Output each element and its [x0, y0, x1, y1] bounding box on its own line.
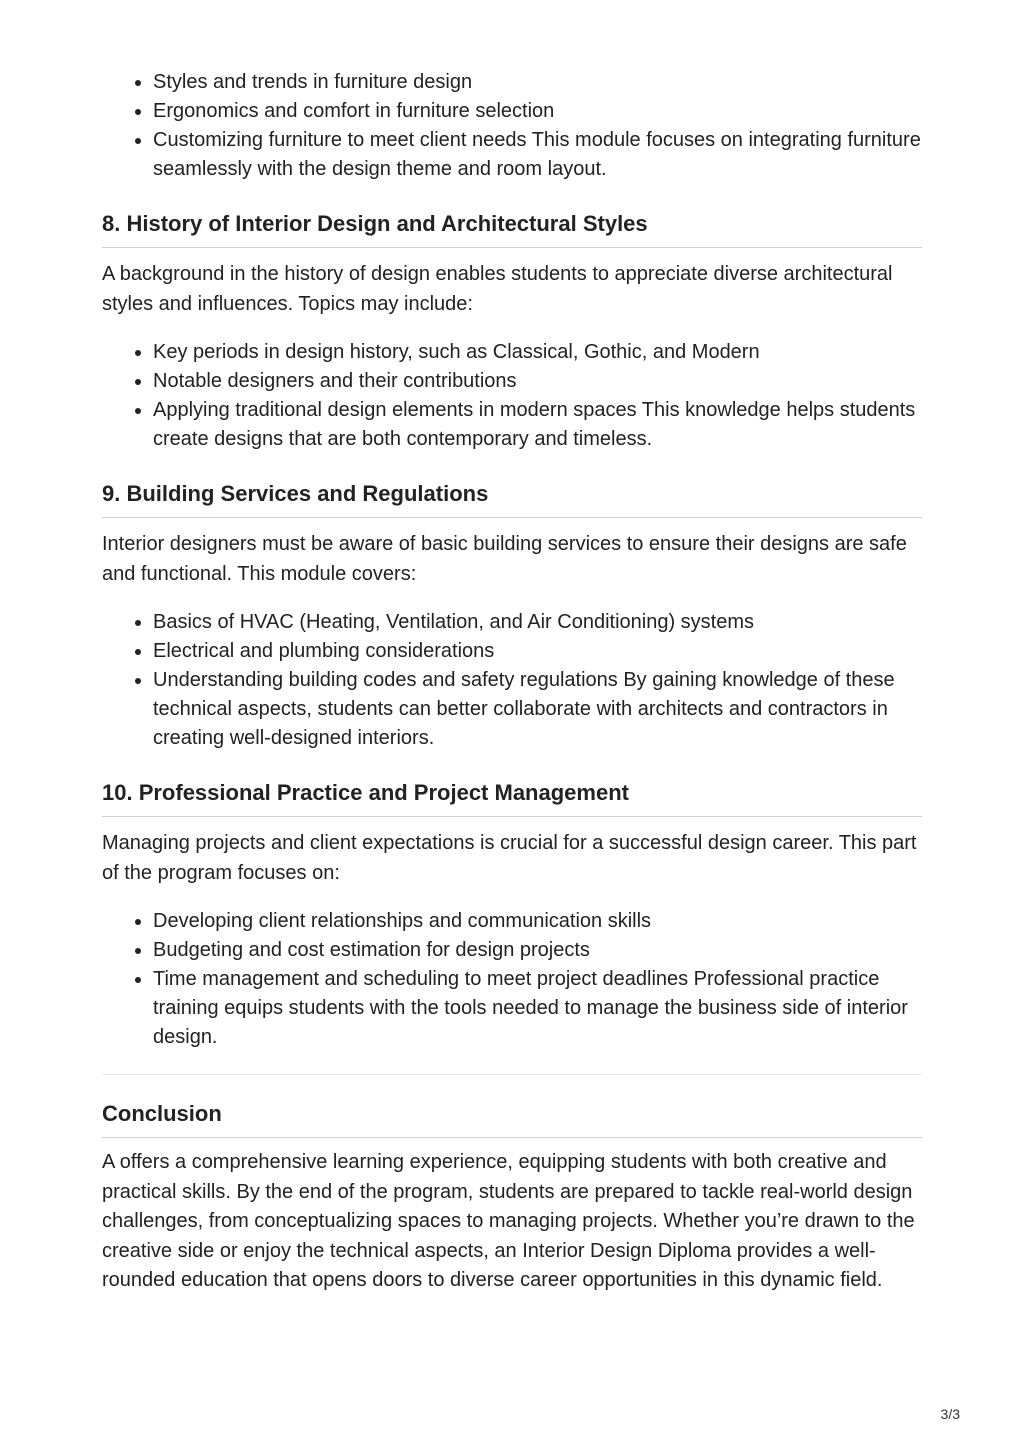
section-bullet-list: [102, 338, 922, 454]
list-item: • Notable designers and their contributions: [153, 367, 922, 396]
section-heading: 8. History of Interior Design and Architectural Styles: [102, 209, 922, 248]
section-building-services: [102, 479, 922, 753]
section-bullet-list: [102, 608, 922, 753]
document-page: [102, 68, 922, 1315]
section-paragraph: Interior designers must be aware of basic building services to ensure their designs are safe and functional. This module covers:: [102, 533, 907, 585]
list-item: • Styles and trends in furniture design: [153, 68, 922, 97]
list-item: • Developing client relationships and communication skills: [153, 907, 922, 936]
section-conclusion: [102, 1099, 922, 1296]
section-history: [102, 209, 922, 454]
list-item: • Electrical and plumbing considerations: [153, 637, 922, 666]
list-item: • Basics of HVAC (Heating, Ventilation, and Air Conditioning) systems: [153, 608, 922, 637]
section-bullet-list: [102, 907, 922, 1052]
section-heading: 9. Building Services and Regulations: [102, 479, 922, 518]
section-paragraph: A background in the history of design enables students to appreciate diverse architectural styles and influences. Topics may include:: [102, 263, 893, 315]
section-paragraph: Managing projects and client expectations is crucial for a successful design career. This part of the program focuses on:: [102, 832, 917, 884]
list-item: • Time management and scheduling to meet project deadlines Professional practice training equips students with the tools needed to manage the business side of interior design.: [153, 965, 922, 1052]
section-professional-practice: [102, 778, 922, 1052]
list-item: • Budgeting and cost estimation for design projects: [153, 936, 922, 965]
list-item: • Applying traditional design elements in modern spaces This knowledge helps students create designs that are both contemporary and timeless.: [153, 396, 922, 454]
list-item: • Customizing furniture to meet client needs This module focuses on integrating furniture seamlessly with the design theme and room layout.: [153, 126, 922, 184]
list-item: • Ergonomics and comfort in furniture selection: [153, 97, 922, 126]
conclusion-paragraph: A offers a comprehensive learning experience, equipping students with both creative and practical skills. By the end of the program, students are prepared to tackle real-world design challenges, from conceptualizing spaces to managing projects. Whether you’re drawn to the creative side or enjoy the technical aspects, an Interior Design Diploma provides a well-rounded education that opens doors to diverse career opportunities in this dynamic field.: [102, 1151, 915, 1291]
list-item: • Understanding building codes and safety regulations By gaining knowledge of these technical aspects, students can better collaborate with architects and contractors in creating well-designed interiors.: [153, 666, 922, 753]
section-divider: [102, 1074, 922, 1075]
page-number: 3/3: [940, 1406, 960, 1422]
list-item: • Key periods in design history, such as Classical, Gothic, and Modern: [153, 338, 922, 367]
section-heading: Conclusion: [102, 1099, 922, 1138]
intro-bullet-list: [102, 68, 922, 184]
section-heading: 10. Professional Practice and Project Management: [102, 778, 922, 817]
